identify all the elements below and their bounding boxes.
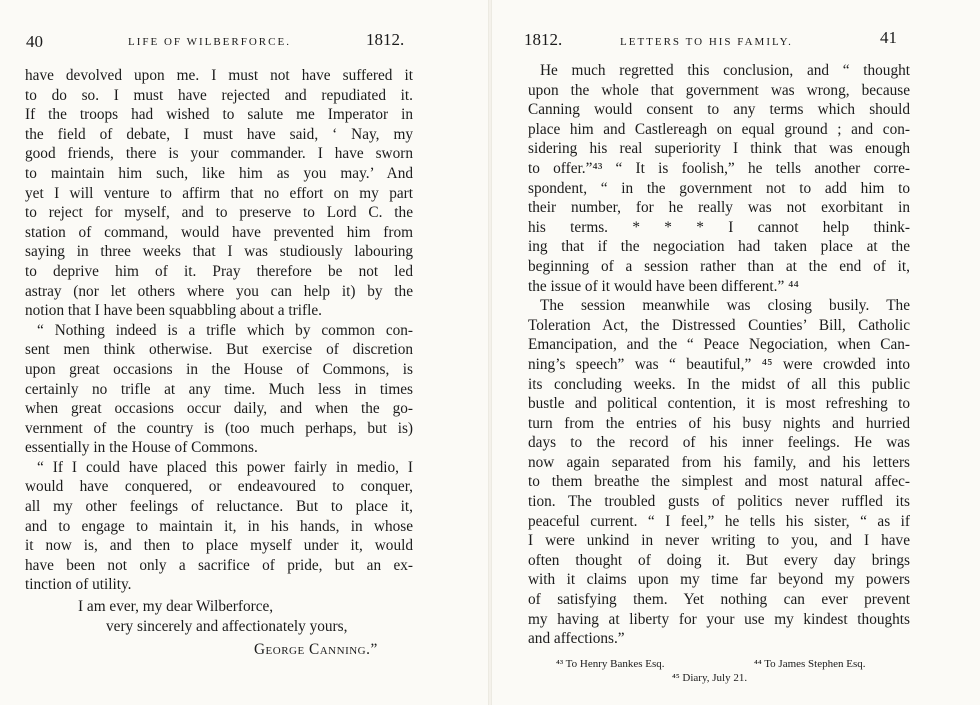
text-line: tion. The troubled gusts of politics never ruffled its [528,493,910,511]
text-line: yet I will venture to affirm that no effort on my part [25,184,413,202]
text-line: tinction of utility. [25,576,132,594]
text-line: have devolved upon me. I must not have suffered it [25,67,413,84]
text-line: He much regretted this conclusion, and “ thought [540,62,910,79]
text-line: saying in three weeks that I was studiously labouring [25,243,413,261]
text-line: to reject for myself, and to preserve to Lord C. the [25,204,413,222]
running-title: LETTERS TO HIS FAMILY. [620,36,793,48]
text-line: Canning would consent to any terms which should [528,101,910,119]
text-line: ning’s speech” was “ beautiful,” ⁴⁵ were crowded into [528,355,910,373]
text-line: ing that if the negociation had taken place at the [528,238,910,256]
text-line: now again separated from his family, and his letters [528,453,910,471]
text-line: with it claims upon my time far beyond my powers [528,571,910,589]
text-line: essentially in the House of Commons. [25,439,258,457]
text-line: days to the record of his inner feelings. He was [528,434,910,452]
text-line: “ If I could have placed this power fairly in medio, I [37,458,413,476]
text-line: to offer.”⁴³ “ It is foolish,” he tells another corre- [528,159,910,177]
text-line: to deprive him of it. Pray therefore be not led [25,262,413,280]
text-line: its concluding weeks. In the midst of all this public [528,375,910,393]
footnote-43: ⁴³ To Henry Bankes Esq. [556,658,665,670]
running-title: LIFE OF WILBERFORCE. [128,36,291,48]
text-line: their number, for he really was not exorbitant in [528,199,910,217]
text-line: I were unkind in never writing to you, and I have [528,532,910,550]
text-line: to maintain him such, like him as you may.’ And [25,164,413,182]
text-line: upon the whole that government was wrong, because [528,81,910,99]
text-line: it now is, and then to place myself under it, would [25,537,413,555]
text-line: peaceful current. “ I feel,” he tells his sister, “ as if [528,512,910,530]
text-line: “ Nothing indeed is a trifle which by common con- [37,321,413,339]
text-line: my having at liberty for your use my kindest thoughts [528,610,910,628]
footnote-45: ⁴⁵ Diary, July 21. [672,672,748,684]
header-year: 1812. [524,30,563,49]
text-line: the issue of it would have been different.” ⁴⁴ [528,277,799,295]
left-page-header [26,30,418,54]
text-line: sidering his real superiority I think that was enough [528,140,910,158]
page-number: 41 [880,28,897,47]
text-line: to them breathe the simplest and most natural affec- [528,473,910,491]
text-line: turn from the entries of his busy nights and hurried [528,414,910,432]
text-line: station of command, would have prevented him from [25,223,413,241]
header-year: 1812. [366,30,405,49]
text-line: certainly no trifle at any time. Much less in times [25,380,413,398]
letter-signature: George Canning.” [254,641,378,658]
text-line: good friends, there is your commander. I have sworn [25,145,413,163]
text-line: and to engage to maintain it, in his hands, in whose [25,517,413,535]
page-number: 40 [26,32,43,51]
text-line: bustle and political contention, it is most refreshing to [528,395,910,413]
left-page-body [25,66,413,595]
right-page-body [528,61,910,649]
text-line: notion that I have been squabbling about a trifle. [25,302,322,320]
text-line: vernment of the country is (too much perhaps, but is) [25,419,413,437]
text-line: of satisfying them. Yet nothing can ever prevent [528,591,910,609]
text-line: often thought of doing it. But every day brings [528,551,910,569]
text-line: astray (nor let others where you can help it) by the [25,282,413,300]
text-line: The session meanwhile was closing busily. The [540,297,910,315]
right-page [490,0,980,705]
text-line: Emancipation, and the “ Peace Negociation, when Can- [528,336,910,354]
letter-closing-line-1: I am ever, my dear Wilberforce, [78,598,274,615]
text-line: If the troops had wished to salute me Imperator in [25,106,413,124]
letter-closing-line-2: very sincerely and affectionately yours, [106,618,348,635]
text-line: sent men think otherwise. But exercise of discretion [25,341,413,359]
right-page-header [524,30,906,54]
text-line: all my other feelings of reluctance. But to place it, [25,498,413,516]
footnote-44: ⁴⁴ To James Stephen Esq. [754,658,866,670]
text-line: would have conquered, or endeavoured to conquer, [25,478,413,496]
text-line: place him and Castlereagh on equal ground ; and con- [528,120,910,138]
text-line: the field of debate, I must have said, ‘ Nay, my [25,125,413,143]
text-line: his terms. * * * I cannot help think- [528,218,910,236]
text-line: spondent, “ in the government not to add him to [528,179,910,197]
text-line: have been not only a sacrifice of pride, but an ex- [25,556,413,574]
text-line: beginning of a session rather than at the end of it, [528,257,910,275]
text-line: Toleration Act, the Distressed Counties’ Bill, Catholic [528,316,910,334]
text-line: to do so. I must have rejected and repudiated it. [25,86,413,104]
text-line: and affections.” [528,630,625,648]
text-line: when great occasions occur daily, and when the go- [25,400,413,418]
text-line: upon great occasions in the House of Commons, is [25,360,413,378]
